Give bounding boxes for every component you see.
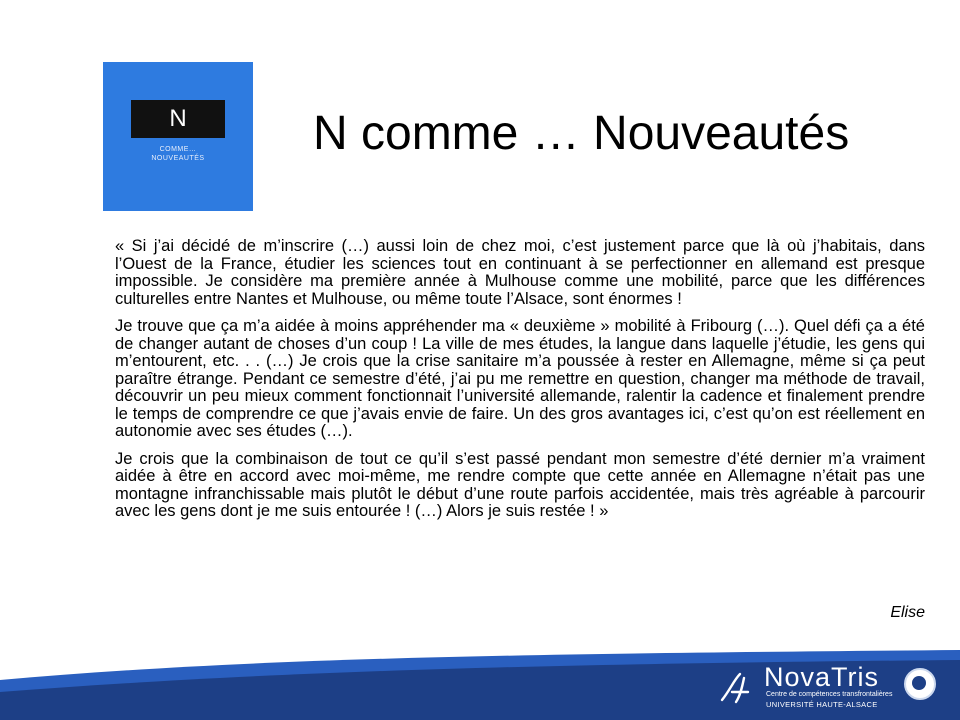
novatris-mark-icon [718, 670, 758, 704]
quote-paragraph: « Si j’ai décidé de m’inscrire (…) aussi loin de chez moi, c’est justement parce que là où j’habitais, dans l’Ouest de la France, étudier les sciences tout en continuant à se perfectionner en allemand est presque impossible. Je considère ma première année à Mulhouse comme une mobilité, parce que les différences culturelles entre Nantes et Mulhouse, ou même toute l’Alsace, sont énormes ! [115, 237, 925, 308]
novatris-brand: NovaTris [764, 662, 880, 692]
signature: Elise [890, 604, 925, 621]
testimonial-quote [115, 238, 925, 531]
university-name: UNIVERSITÉ HAUTE-ALSACE [766, 700, 878, 709]
logo-subtitle-line1: COMME… [159, 146, 197, 153]
logo-letter-box [131, 100, 225, 138]
logo-subtitle-line2: NOUVEAUTÉS [151, 155, 205, 162]
university-seal-icon [904, 668, 936, 700]
slide-title: N comme … Nouveautés [313, 107, 850, 160]
quote-paragraph: Je crois que la combinaison de tout ce qu’il s’est passé pendant mon semestre d’été dernier m’a vraiment aidée à être en accord avec moi-même, me rendre compte que cette année en Allemagne n’était pas une montagne infranchissable mais plutôt le début d’une route parfois accidentée, mais très agréable à parcourir avec les gens dont je me suis entourée ! (…) Alors je suis restée ! » [115, 449, 925, 520]
nouveautes-logo [103, 62, 253, 211]
novatris-logo [718, 662, 918, 710]
logo-letter: N [169, 105, 187, 132]
logo-subtitle [103, 145, 253, 163]
novatris-tagline: Centre de compétences transfrontalières [766, 691, 893, 698]
quote-paragraph: Je trouve que ça m’a aidée à moins appréhender ma « deuxième » mobilité à Fribourg (…). Quel défi ça a été de changer autant de choses d’un coup ! La ville de mes études, la langue dans laquelle j’étudie, les gens qui m’entourent, etc. . . (…) Je crois que la crise sanitaire m’a poussée à rester en Allemagne, même si ça peut paraître étrange. Pendant ce semestre d’été, j’ai pu me remettre en question, changer ma méthode de travail, découvrir un peu mieux comment fonctionnait l’université allemande, ralentir la cadence et finalement prendre le temps de comprendre ce que j’avais envie de faire. Un des gros avantages ici, c’est qu’on est réellement en autonomie avec ses études (…). [115, 317, 925, 440]
